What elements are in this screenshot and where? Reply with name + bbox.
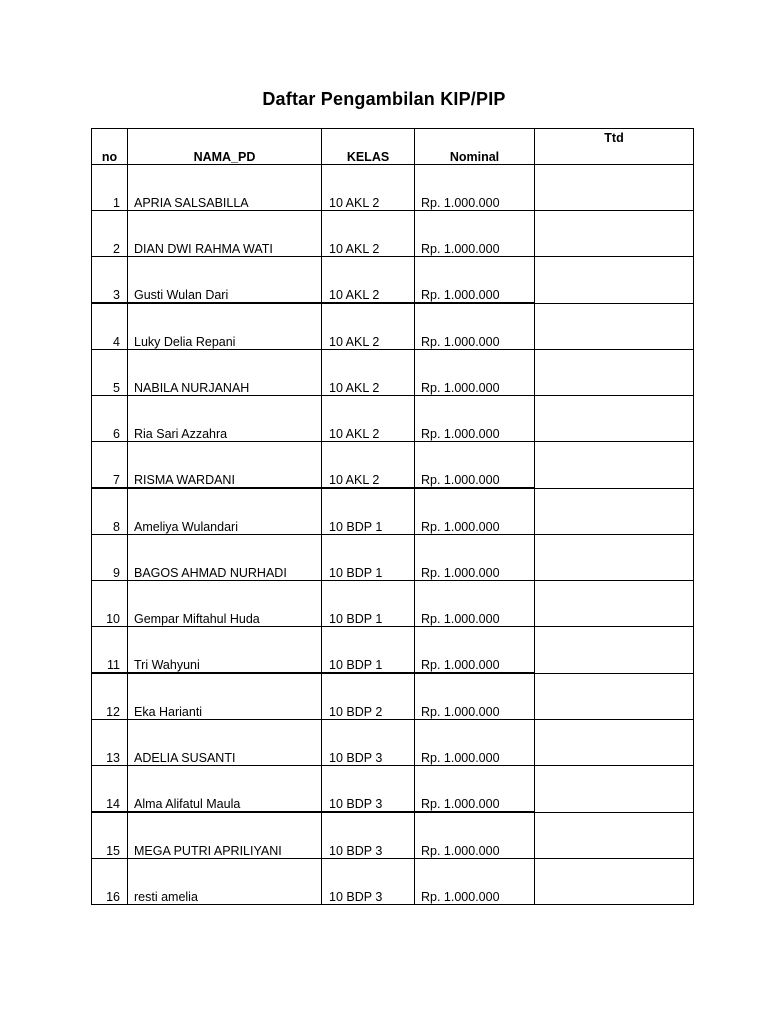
cell-ttd	[535, 720, 694, 766]
cell-nominal: Rp. 1.000.000	[415, 859, 535, 905]
cell-nominal: Rp. 1.000.000	[415, 535, 535, 581]
header-kelas: KELAS	[322, 129, 415, 165]
cell-no: 10	[92, 581, 128, 627]
cell-nama-pd: Ria Sari Azzahra	[128, 396, 322, 442]
cell-nama-pd: Tri Wahyuni	[128, 627, 322, 674]
table-row	[92, 581, 694, 627]
cell-ttd	[535, 627, 694, 674]
table-row	[92, 442, 694, 489]
cell-kelas: 10 AKL 2	[322, 303, 415, 350]
cell-no: 5	[92, 350, 128, 396]
cell-nama-pd: Alma Alifatul Maula	[128, 766, 322, 813]
cell-nama-pd: RISMA WARDANI	[128, 442, 322, 489]
cell-no: 1	[92, 165, 128, 211]
cell-nama-pd: NABILA NURJANAH	[128, 350, 322, 396]
cell-no: 13	[92, 720, 128, 766]
cell-ttd	[535, 396, 694, 442]
cell-ttd	[535, 257, 694, 304]
cell-ttd	[535, 812, 694, 859]
cell-no: 8	[92, 488, 128, 535]
cell-kelas: 10 BDP 3	[322, 766, 415, 813]
table-row	[92, 488, 694, 535]
cell-ttd	[535, 303, 694, 350]
cell-kelas: 10 BDP 2	[322, 673, 415, 720]
cell-no: 11	[92, 627, 128, 674]
cell-kelas: 10 BDP 3	[322, 720, 415, 766]
cell-no: 16	[92, 859, 128, 905]
cell-ttd	[535, 766, 694, 813]
cell-nama-pd: Luky Delia Repani	[128, 303, 322, 350]
cell-kelas: 10 BDP 3	[322, 812, 415, 859]
cell-nominal: Rp. 1.000.000	[415, 442, 535, 489]
table-row	[92, 350, 694, 396]
cell-nama-pd: APRIA SALSABILLA	[128, 165, 322, 211]
cell-nominal: Rp. 1.000.000	[415, 673, 535, 720]
table-row	[92, 859, 694, 905]
cell-kelas: 10 AKL 2	[322, 350, 415, 396]
cell-no: 3	[92, 257, 128, 304]
header-nominal: Nominal	[415, 129, 535, 165]
table-row	[92, 766, 694, 813]
cell-nominal: Rp. 1.000.000	[415, 303, 535, 350]
cell-kelas: 10 BDP 1	[322, 581, 415, 627]
table-row	[92, 303, 694, 350]
header-no: no	[92, 129, 128, 165]
cell-nominal: Rp. 1.000.000	[415, 766, 535, 813]
table-header-row	[92, 129, 694, 165]
cell-nama-pd: DIAN DWI RAHMA WATI	[128, 211, 322, 257]
cell-ttd	[535, 211, 694, 257]
cell-nominal: Rp. 1.000.000	[415, 350, 535, 396]
cell-kelas: 10 AKL 2	[322, 165, 415, 211]
cell-no: 4	[92, 303, 128, 350]
table-row	[92, 165, 694, 211]
cell-nominal: Rp. 1.000.000	[415, 211, 535, 257]
cell-nama-pd: resti amelia	[128, 859, 322, 905]
cell-ttd	[535, 859, 694, 905]
table-row	[92, 257, 694, 304]
cell-nominal: Rp. 1.000.000	[415, 488, 535, 535]
cell-nominal: Rp. 1.000.000	[415, 627, 535, 674]
table-row	[92, 673, 694, 720]
cell-nominal: Rp. 1.000.000	[415, 812, 535, 859]
cell-ttd	[535, 488, 694, 535]
cell-nama-pd: BAGOS AHMAD NURHADI	[128, 535, 322, 581]
cell-nominal: Rp. 1.000.000	[415, 720, 535, 766]
cell-no: 7	[92, 442, 128, 489]
cell-kelas: 10 AKL 2	[322, 442, 415, 489]
cell-no: 6	[92, 396, 128, 442]
cell-nominal: Rp. 1.000.000	[415, 257, 535, 304]
kip-pip-table	[91, 128, 694, 905]
cell-nominal: Rp. 1.000.000	[415, 165, 535, 211]
cell-nominal: Rp. 1.000.000	[415, 581, 535, 627]
cell-no: 9	[92, 535, 128, 581]
table-row	[92, 535, 694, 581]
cell-ttd	[535, 535, 694, 581]
cell-kelas: 10 AKL 2	[322, 396, 415, 442]
cell-ttd	[535, 673, 694, 720]
cell-kelas: 10 AKL 2	[322, 211, 415, 257]
cell-ttd	[535, 442, 694, 489]
table-row	[92, 211, 694, 257]
cell-kelas: 10 BDP 1	[322, 488, 415, 535]
cell-nama-pd: ADELIA SUSANTI	[128, 720, 322, 766]
table-row	[92, 812, 694, 859]
cell-kelas: 10 BDP 1	[322, 627, 415, 674]
cell-no: 14	[92, 766, 128, 813]
table-row	[92, 396, 694, 442]
cell-ttd	[535, 165, 694, 211]
table-row	[92, 627, 694, 674]
cell-nama-pd: MEGA PUTRI APRILIYANI	[128, 812, 322, 859]
cell-nominal: Rp. 1.000.000	[415, 396, 535, 442]
cell-no: 15	[92, 812, 128, 859]
cell-ttd	[535, 581, 694, 627]
cell-kelas: 10 BDP 3	[322, 859, 415, 905]
document-title: Daftar Pengambilan KIP/PIP	[262, 89, 506, 109]
header-nama-pd: NAMA_PD	[128, 129, 322, 165]
cell-nama-pd: Ameliya Wulandari	[128, 488, 322, 535]
header-ttd: Ttd	[535, 129, 694, 165]
cell-nama-pd: Gempar Miftahul Huda	[128, 581, 322, 627]
cell-nama-pd: Eka Harianti	[128, 673, 322, 720]
cell-no: 2	[92, 211, 128, 257]
table-row	[92, 720, 694, 766]
cell-kelas: 10 AKL 2	[322, 257, 415, 304]
cell-ttd	[535, 350, 694, 396]
cell-nama-pd: Gusti Wulan Dari	[128, 257, 322, 304]
cell-kelas: 10 BDP 1	[322, 535, 415, 581]
cell-no: 12	[92, 673, 128, 720]
